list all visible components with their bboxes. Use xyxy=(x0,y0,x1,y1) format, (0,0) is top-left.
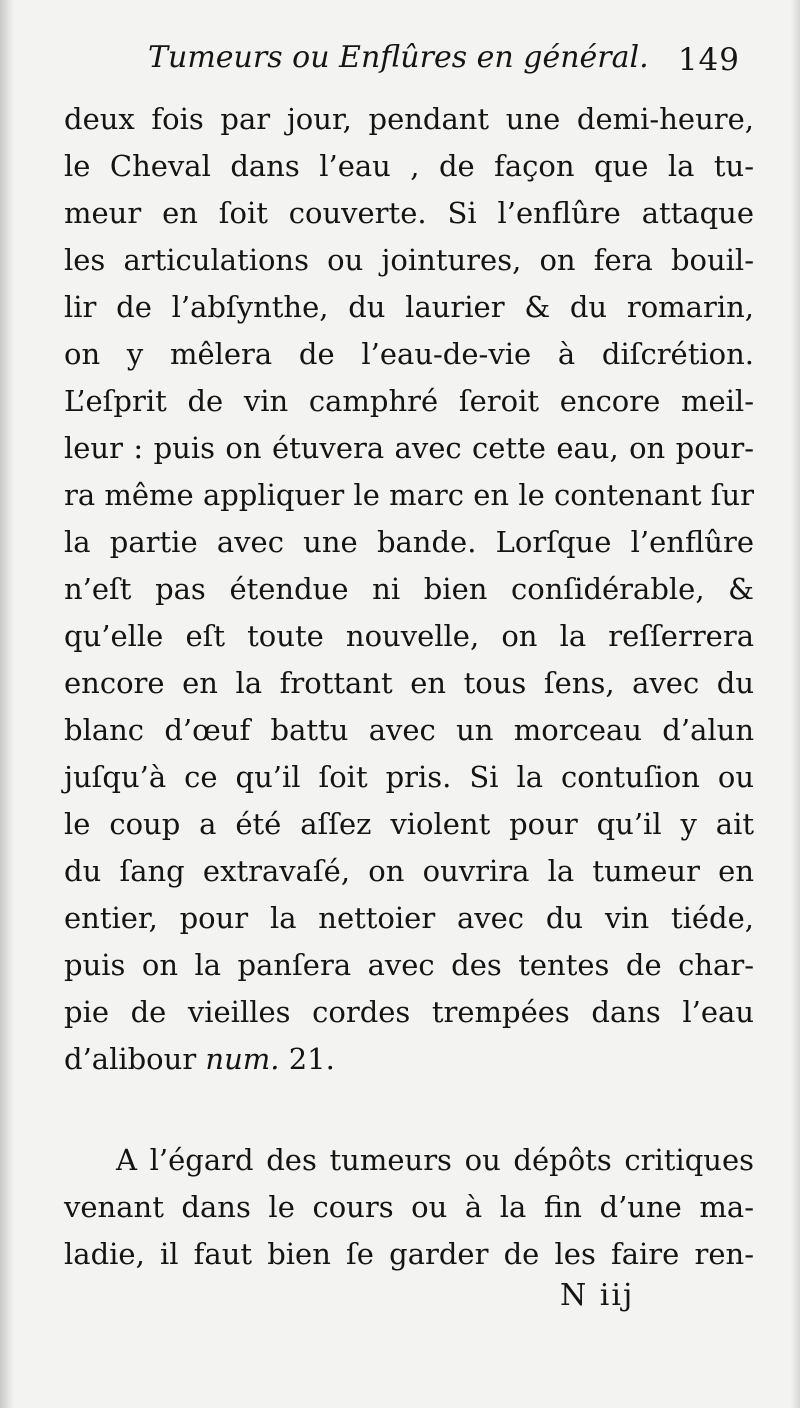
page-edge-shadow xyxy=(790,0,800,1408)
text-line: le coup a été aſſez violent pour qu’il y ait xyxy=(64,807,754,841)
text-line: qu’elle eſt toute nouvelle, on la reſſerrera xyxy=(64,619,754,653)
text-fragment: d’alibour xyxy=(64,1042,197,1076)
text-line: encore en la frottant en tous ſens, avec du xyxy=(64,666,754,700)
text-line: juſqu’à ce qu’il ſoit pris. Si la contuſion ou xyxy=(64,760,754,794)
text-line: leur : puis on étuvera avec cette eau, on pour- xyxy=(64,431,754,465)
page-gutter-shadow xyxy=(0,0,14,1408)
body-text xyxy=(64,96,754,1278)
running-title: Tumeurs ou Enflûres en général. xyxy=(148,40,649,75)
text-line: ladie, il faut bien ſe garder de les faire ren- xyxy=(64,1237,754,1271)
paragraph xyxy=(64,1137,754,1278)
paragraph-gap xyxy=(64,1083,754,1137)
text-line: meur en ſoit couverte. Si l’enflûre attaque xyxy=(64,196,754,230)
text-line: n’eſt pas étendue ni bien conſidérable, & xyxy=(64,572,754,606)
text-line: du ſang extravaſé, on ouvrira la tumeur en xyxy=(64,854,754,888)
running-head xyxy=(148,36,748,86)
text-line: puis on la panſera avec des tentes de char- xyxy=(64,948,754,982)
text-line-last xyxy=(64,1036,754,1083)
text-line: blanc d’œuf battu avec un morceau d’alun xyxy=(64,713,754,747)
text-line: venant dans le cours ou à la fin d’une ma- xyxy=(64,1190,754,1224)
reference-number: 21. xyxy=(288,1042,335,1076)
text-line: L’eſprit de vin camphré ſeroit encore meil- xyxy=(64,384,754,418)
text-line: les articulations ou jointures, on fera bouil- xyxy=(64,243,754,277)
text-line: on y mêlera de l’eau-de-vie à diſcrétion. xyxy=(64,337,754,371)
text-line: la partie avec une bande. Lorſque l’enflûre xyxy=(64,525,754,559)
text-line: lir de l’abſynthe, du laurier & du romarin, xyxy=(64,290,754,324)
reference-abbrev: num. xyxy=(205,1042,280,1076)
page-number: 149 xyxy=(677,42,740,78)
text-line: le Cheval dans l’eau , de façon que la tu- xyxy=(64,149,754,183)
signature-mark: N iij xyxy=(560,1278,635,1313)
text-line: deux fois par jour, pendant une demi-heure, xyxy=(64,102,754,136)
text-line: pie de vieilles cordes trempées dans l’eau xyxy=(64,995,754,1029)
text-line: entier, pour la nettoier avec du vin tiéde, xyxy=(64,901,754,935)
text-line: A l’égard des tumeurs ou dépôts critiques xyxy=(116,1143,754,1177)
text-line: ra même appliquer le marc en le contenant ſur xyxy=(64,478,754,512)
paragraph xyxy=(64,96,754,1083)
